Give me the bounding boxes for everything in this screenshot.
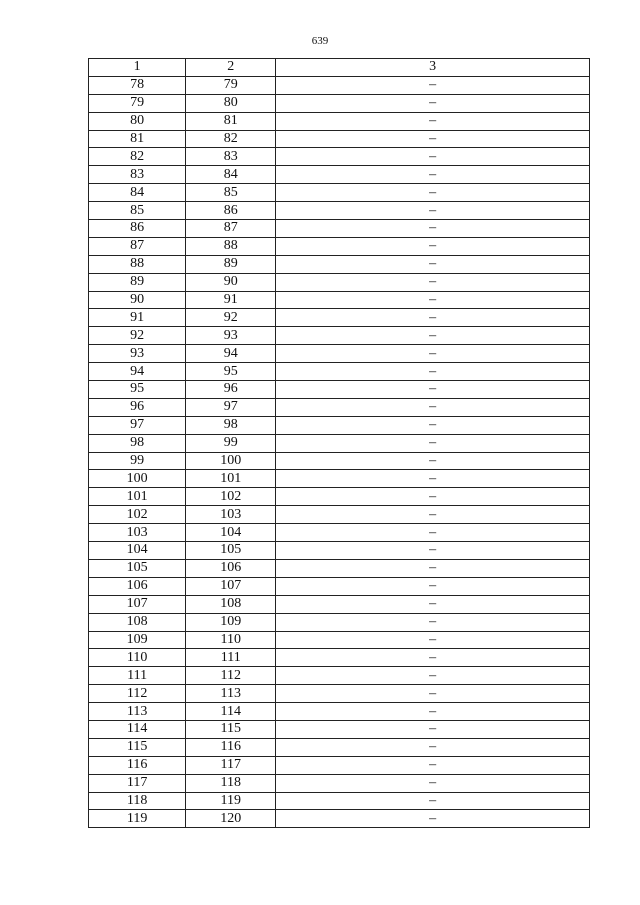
table-cell-col-2: 108: [186, 595, 276, 613]
table-cell-col-1: 95: [89, 381, 186, 399]
table-cell-col-1: 97: [89, 416, 186, 434]
table-cell-col-2: 90: [186, 273, 276, 291]
table-row: [89, 452, 590, 470]
table-cell-col-1: 79: [89, 94, 186, 112]
table-cell-col-1: 98: [89, 434, 186, 452]
table-row: [89, 774, 590, 792]
table-row: [89, 738, 590, 756]
data-table: [88, 58, 590, 828]
table-cell-col-1: 119: [89, 810, 186, 828]
table-row: [89, 416, 590, 434]
table-cell-col-3: –: [276, 720, 590, 738]
table-cell-col-3: –: [276, 112, 590, 130]
table-cell-col-3: –: [276, 166, 590, 184]
table-row: [89, 649, 590, 667]
table-cell-col-1: 89: [89, 273, 186, 291]
table-row: [89, 345, 590, 363]
table-cell-col-2: 111: [186, 649, 276, 667]
table-cell-col-2: 81: [186, 112, 276, 130]
table-cell-col-3: –: [276, 434, 590, 452]
table-row: [89, 667, 590, 685]
table-row: [89, 470, 590, 488]
table-cell-col-2: 115: [186, 720, 276, 738]
table-cell-col-2: 102: [186, 488, 276, 506]
table-cell-col-2: 97: [186, 398, 276, 416]
table-cell-col-2: 118: [186, 774, 276, 792]
table-cell-col-3: –: [276, 792, 590, 810]
table-row: [89, 720, 590, 738]
table-row: [89, 112, 590, 130]
table-row: [89, 810, 590, 828]
table-cell-col-2: 104: [186, 524, 276, 542]
table-cell-col-3: –: [276, 470, 590, 488]
table-cell-col-2: 88: [186, 237, 276, 255]
table-row: [89, 631, 590, 649]
table-cell-col-2: 99: [186, 434, 276, 452]
table-cell-col-3: –: [276, 398, 590, 416]
table-cell-col-1: 114: [89, 720, 186, 738]
table-row: [89, 237, 590, 255]
table-cell-col-3: –: [276, 148, 590, 166]
table-cell-col-1: 105: [89, 559, 186, 577]
table-cell-col-3: –: [276, 381, 590, 399]
table-cell-col-3: –: [276, 774, 590, 792]
table-cell-col-1: 82: [89, 148, 186, 166]
table-cell-col-2: 87: [186, 220, 276, 238]
table-cell-col-3: –: [276, 810, 590, 828]
table-cell-col-3: –: [276, 631, 590, 649]
table-cell-col-1: 102: [89, 506, 186, 524]
table-cell-col-3: –: [276, 345, 590, 363]
table-cell-col-1: 115: [89, 738, 186, 756]
table-cell-col-1: 83: [89, 166, 186, 184]
table-cell-col-2: 120: [186, 810, 276, 828]
table-cell-col-2: 103: [186, 506, 276, 524]
table-cell-col-3: –: [276, 291, 590, 309]
table-row: [89, 792, 590, 810]
table-cell-col-2: 94: [186, 345, 276, 363]
table-row: [89, 363, 590, 381]
table-cell-col-3: –: [276, 738, 590, 756]
table-cell-col-1: 78: [89, 76, 186, 94]
table-cell-col-3: –: [276, 667, 590, 685]
table-cell-col-2: 114: [186, 703, 276, 721]
table-row: [89, 524, 590, 542]
table-row: [89, 685, 590, 703]
table-row: [89, 381, 590, 399]
table-cell-col-2: 101: [186, 470, 276, 488]
table-row: [89, 559, 590, 577]
table-cell-col-1: 100: [89, 470, 186, 488]
table-cell-col-3: –: [276, 488, 590, 506]
table-cell-col-1: 84: [89, 184, 186, 202]
table-cell-col-3: –: [276, 202, 590, 220]
column-header-2: 2: [186, 59, 276, 77]
table-cell-col-1: 116: [89, 756, 186, 774]
table-cell-col-1: 99: [89, 452, 186, 470]
table-cell-col-1: 113: [89, 703, 186, 721]
table-cell-col-3: –: [276, 506, 590, 524]
column-header-3: 3: [276, 59, 590, 77]
table-cell-col-2: 82: [186, 130, 276, 148]
table-row: [89, 76, 590, 94]
table-cell-col-2: 109: [186, 613, 276, 631]
table-row: [89, 220, 590, 238]
table-cell-col-2: 105: [186, 542, 276, 560]
table-row: [89, 595, 590, 613]
table-cell-col-1: 118: [89, 792, 186, 810]
table-cell-col-1: 94: [89, 363, 186, 381]
table-row: [89, 756, 590, 774]
table-row: [89, 94, 590, 112]
table-row: [89, 166, 590, 184]
page-number: 639: [311, 35, 329, 47]
table-cell-col-2: 86: [186, 202, 276, 220]
table-cell-col-1: 86: [89, 220, 186, 238]
table-row: [89, 202, 590, 220]
table-row: [89, 184, 590, 202]
table-row: [89, 130, 590, 148]
table-cell-col-2: 80: [186, 94, 276, 112]
table-row: [89, 255, 590, 273]
table-cell-col-2: 107: [186, 577, 276, 595]
table-cell-col-2: 98: [186, 416, 276, 434]
table-cell-col-2: 110: [186, 631, 276, 649]
table-row: [89, 488, 590, 506]
table-row: [89, 542, 590, 560]
table-cell-col-1: 117: [89, 774, 186, 792]
table-cell-col-3: –: [276, 237, 590, 255]
table-cell-col-2: 112: [186, 667, 276, 685]
table-cell-col-2: 100: [186, 452, 276, 470]
table-cell-col-1: 108: [89, 613, 186, 631]
table-row: [89, 273, 590, 291]
table-row: [89, 148, 590, 166]
table-cell-col-2: 116: [186, 738, 276, 756]
table-cell-col-1: 106: [89, 577, 186, 595]
table-cell-col-2: 95: [186, 363, 276, 381]
table-cell-col-3: –: [276, 184, 590, 202]
table-cell-col-3: –: [276, 220, 590, 238]
table-cell-col-2: 93: [186, 327, 276, 345]
table-cell-col-1: 110: [89, 649, 186, 667]
table-cell-col-3: –: [276, 595, 590, 613]
table-cell-col-1: 104: [89, 542, 186, 560]
table-cell-col-1: 80: [89, 112, 186, 130]
table-cell-col-1: 101: [89, 488, 186, 506]
table-row: [89, 309, 590, 327]
table-row: [89, 398, 590, 416]
table-cell-col-1: 93: [89, 345, 186, 363]
table-cell-col-3: –: [276, 273, 590, 291]
table-row: [89, 613, 590, 631]
table-cell-col-2: 79: [186, 76, 276, 94]
table-cell-col-3: –: [276, 327, 590, 345]
table-cell-col-1: 103: [89, 524, 186, 542]
table-cell-col-3: –: [276, 130, 590, 148]
table-cell-col-3: –: [276, 363, 590, 381]
table-cell-col-2: 89: [186, 255, 276, 273]
table-body: [89, 76, 590, 827]
table-cell-col-3: –: [276, 756, 590, 774]
table-cell-col-1: 90: [89, 291, 186, 309]
table-header-row: [89, 59, 590, 77]
table-cell-col-2: 92: [186, 309, 276, 327]
table-cell-col-3: –: [276, 309, 590, 327]
table-row: [89, 434, 590, 452]
table-cell-col-2: 113: [186, 685, 276, 703]
table-cell-col-3: –: [276, 524, 590, 542]
table-row: [89, 703, 590, 721]
table-cell-col-2: 96: [186, 381, 276, 399]
table-row: [89, 577, 590, 595]
table-cell-col-1: 96: [89, 398, 186, 416]
table-cell-col-3: –: [276, 577, 590, 595]
table-cell-col-1: 91: [89, 309, 186, 327]
table-cell-col-2: 117: [186, 756, 276, 774]
table-row: [89, 506, 590, 524]
table-cell-col-3: –: [276, 649, 590, 667]
column-header-1: 1: [89, 59, 186, 77]
table-cell-col-2: 83: [186, 148, 276, 166]
table-cell-col-3: –: [276, 685, 590, 703]
table-cell-col-3: –: [276, 542, 590, 560]
table-cell-col-3: –: [276, 94, 590, 112]
table-cell-col-3: –: [276, 613, 590, 631]
table-cell-col-2: 106: [186, 559, 276, 577]
table-cell-col-2: 84: [186, 166, 276, 184]
table-cell-col-2: 91: [186, 291, 276, 309]
table-cell-col-1: 92: [89, 327, 186, 345]
table-cell-col-2: 85: [186, 184, 276, 202]
table-cell-col-1: 109: [89, 631, 186, 649]
table-cell-col-1: 111: [89, 667, 186, 685]
table-cell-col-3: –: [276, 703, 590, 721]
table-row: [89, 327, 590, 345]
table-cell-col-1: 107: [89, 595, 186, 613]
table-cell-col-1: 85: [89, 202, 186, 220]
table-cell-col-3: –: [276, 76, 590, 94]
table-cell-col-1: 88: [89, 255, 186, 273]
table-cell-col-1: 112: [89, 685, 186, 703]
table-cell-col-1: 81: [89, 130, 186, 148]
table-row: [89, 291, 590, 309]
table-cell-col-3: –: [276, 416, 590, 434]
table-cell-col-3: –: [276, 452, 590, 470]
table-cell-col-3: –: [276, 559, 590, 577]
table-cell-col-2: 119: [186, 792, 276, 810]
table-cell-col-1: 87: [89, 237, 186, 255]
table-cell-col-3: –: [276, 255, 590, 273]
